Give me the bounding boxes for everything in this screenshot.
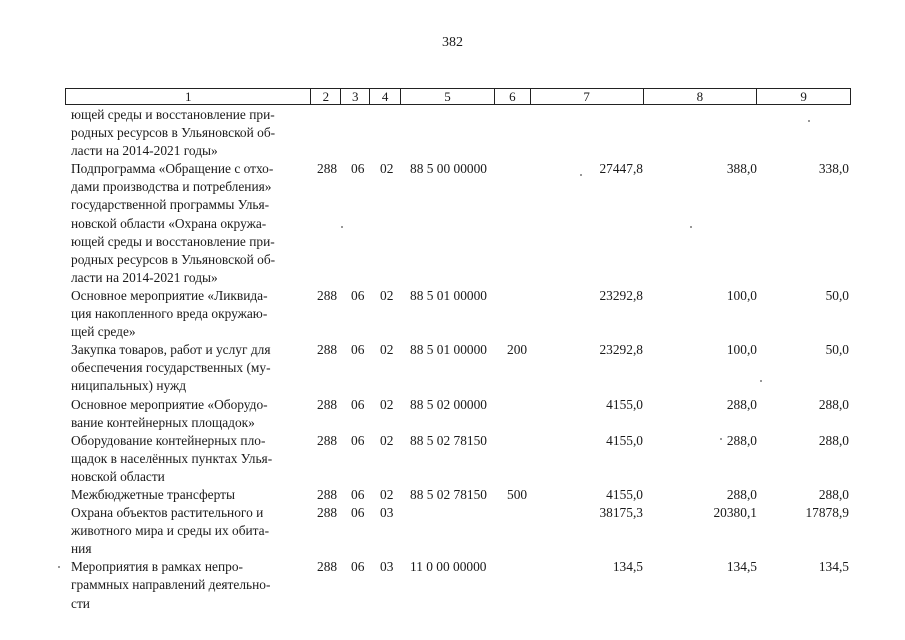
- cell-c7: 23292,8: [599, 342, 643, 358]
- description-line: ниципальных) нужд: [71, 378, 187, 394]
- cell-c7: 4155,0: [606, 396, 643, 412]
- table-row: [71, 486, 861, 504]
- cell-c4: 02: [380, 342, 394, 358]
- description-line: дами производства и потребления»: [71, 179, 272, 195]
- description-line: родных ресурсов в Ульяновской об-: [71, 251, 276, 267]
- cell-c8: 20380,1: [713, 505, 757, 521]
- description-line: Закупка товаров, работ и услуг для: [71, 342, 271, 358]
- cell-c8: 134,5: [726, 559, 757, 575]
- cell-c2: 288: [317, 396, 338, 412]
- cell-c5: 88 5 02 78150: [410, 432, 487, 448]
- scan-speck: [58, 566, 60, 568]
- cell-c3: 06: [351, 432, 365, 448]
- description-line: щей среде»: [71, 324, 136, 340]
- cell-c7: 4155,0: [606, 432, 643, 448]
- description-line: граммных направлений деятельно-: [71, 577, 271, 593]
- cell-c4: 02: [380, 161, 394, 177]
- page-number: 382: [442, 35, 463, 50]
- table-header: [65, 88, 851, 105]
- table-row: [71, 160, 861, 287]
- cell-c9: 338,0: [818, 161, 849, 177]
- cell-c7: 38175,3: [599, 505, 643, 521]
- cell-c9: 288,0: [818, 396, 849, 412]
- cell-c8: 288,0: [726, 432, 757, 448]
- header-col-9: 9: [800, 89, 807, 104]
- table-row: [71, 432, 861, 486]
- cell-c3: 06: [351, 505, 365, 521]
- cell-c4: 03: [380, 505, 394, 521]
- header-col-4: 4: [370, 89, 401, 104]
- description-line: Подпрограмма «Обращение с отхо-: [71, 161, 274, 177]
- cell-c4: 02: [380, 432, 394, 448]
- description-line: обеспечения государственных (му-: [71, 360, 271, 376]
- cell-c2: 288: [317, 559, 338, 575]
- cell-c9: 50,0: [825, 342, 849, 358]
- description-line: родных ресурсов в Ульяновской об-: [71, 125, 276, 141]
- cell-c9: 288,0: [818, 486, 849, 502]
- description-line: Основное мероприятие «Ликвида-: [71, 287, 268, 303]
- cell-c5: 88 5 01 00000: [410, 342, 487, 358]
- description-line: Охрана объектов растительного и: [71, 505, 264, 521]
- description-line: государственной программы Улья-: [71, 197, 270, 213]
- description-line: ласти на 2014-2021 годы»: [71, 269, 218, 285]
- row-description: [71, 504, 305, 558]
- cell-c8: 288,0: [726, 396, 757, 412]
- row-description: [71, 160, 305, 287]
- description-line: сти: [71, 595, 90, 611]
- cell-c7: 134,5: [612, 559, 643, 575]
- cell-c3: 06: [351, 161, 365, 177]
- row-description: [71, 558, 305, 612]
- row-description: [71, 287, 305, 341]
- table-body: [71, 106, 861, 613]
- cell-c7: 27447,8: [599, 161, 643, 177]
- cell-c7: 4155,0: [606, 486, 643, 502]
- cell-c5: 88 5 02 78150: [410, 486, 487, 502]
- cell-c4: 02: [380, 486, 394, 502]
- cell-c2: 288: [317, 161, 338, 177]
- cell-c5: 11 0 00 00000: [410, 559, 487, 575]
- scan-speck: [760, 380, 762, 382]
- cell-c4: 03: [380, 559, 394, 575]
- scan-speck: [580, 174, 582, 176]
- cell-c2: 288: [317, 432, 338, 448]
- cell-c8: 100,0: [726, 342, 757, 358]
- cell-c8: 388,0: [726, 161, 757, 177]
- description-line: щадок в населённых пунктах Улья-: [71, 450, 273, 466]
- cell-c8: 288,0: [726, 486, 757, 502]
- cell-c2: 288: [317, 287, 338, 303]
- cell-c9: 288,0: [818, 432, 849, 448]
- table-row: [71, 106, 861, 160]
- cell-c3: 06: [351, 396, 365, 412]
- scan-speck: [808, 120, 810, 122]
- description-line: Основное мероприятие «Оборудо-: [71, 396, 268, 412]
- header-col-8: 8: [644, 89, 758, 104]
- row-description: [71, 486, 305, 504]
- description-line: ния: [71, 541, 92, 557]
- cell-c5: 88 5 02 00000: [410, 396, 487, 412]
- table-row: [71, 558, 861, 612]
- row-description: [71, 396, 305, 432]
- scan-speck: [690, 226, 692, 228]
- description-line: Межбюджетные трансферты: [71, 486, 235, 502]
- description-line: Оборудование контейнерных пло-: [71, 432, 266, 448]
- cell-c8: 100,0: [726, 287, 757, 303]
- header-col-2: 2: [311, 89, 341, 104]
- cell-c7: 23292,8: [599, 287, 643, 303]
- row-description: [71, 106, 305, 160]
- table-row: [71, 504, 861, 558]
- description-line: ющей среды и восстановление при-: [71, 233, 275, 249]
- row-description: [71, 341, 305, 395]
- cell-c9: 50,0: [825, 287, 849, 303]
- description-line: ция накопленного вреда окружаю-: [71, 306, 268, 322]
- cell-c3: 06: [351, 287, 365, 303]
- description-line: ласти на 2014-2021 годы»: [71, 143, 218, 159]
- table-row: [71, 341, 861, 395]
- description-line: ющей среды и восстановление при-: [71, 107, 275, 122]
- description-line: животного мира и среды их обита-: [71, 523, 270, 539]
- cell-c4: 02: [380, 396, 394, 412]
- table-row: [71, 396, 861, 432]
- cell-c9: 134,5: [818, 559, 849, 575]
- header-col-5: 5: [401, 89, 495, 104]
- header-col-1: 1: [66, 89, 311, 104]
- cell-c9: 17878,9: [805, 505, 849, 521]
- cell-c3: 06: [351, 342, 365, 358]
- description-line: новской области «Охрана окружа-: [71, 215, 267, 231]
- cell-c6: 500: [507, 486, 528, 502]
- cell-c6: 200: [507, 342, 528, 358]
- table-row: [71, 287, 861, 341]
- description-line: Мероприятия в рамках непро-: [71, 559, 243, 575]
- cell-c2: 288: [317, 505, 338, 521]
- cell-c2: 288: [317, 486, 338, 502]
- cell-c4: 02: [380, 287, 394, 303]
- cell-c3: 06: [351, 559, 365, 575]
- header-col-6: 6: [495, 89, 531, 104]
- scan-speck: [720, 438, 722, 440]
- cell-c3: 06: [351, 486, 365, 502]
- scan-speck: [341, 226, 343, 228]
- cell-c5: 88 5 00 00000: [410, 161, 487, 177]
- row-description: [71, 432, 305, 486]
- description-line: вание контейнерных площадок»: [71, 414, 255, 430]
- cell-c2: 288: [317, 342, 338, 358]
- header-col-3: 3: [341, 89, 370, 104]
- cell-c5: 88 5 01 00000: [410, 287, 487, 303]
- description-line: новской области: [71, 468, 165, 484]
- header-col-7: 7: [531, 89, 644, 104]
